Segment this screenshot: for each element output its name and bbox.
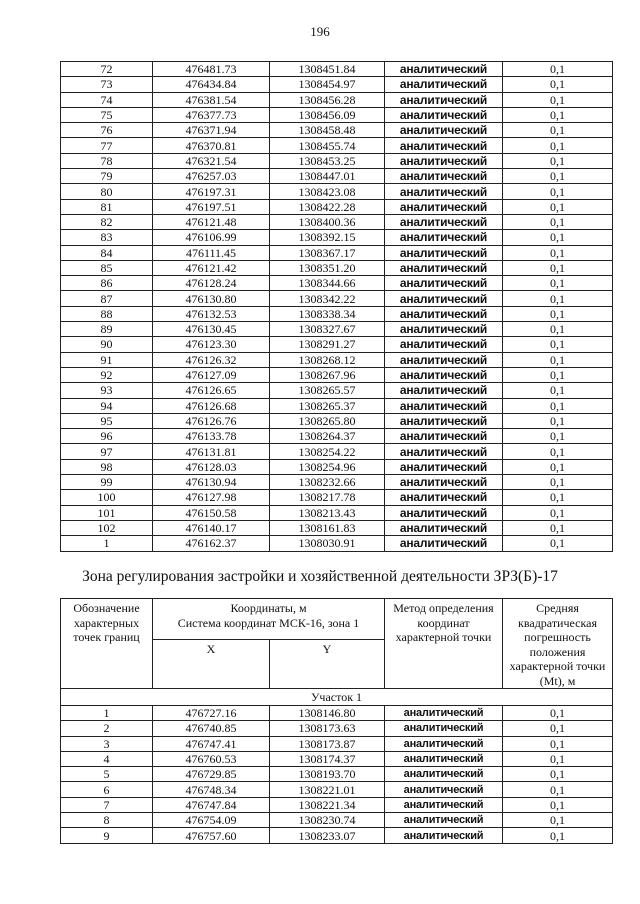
coord-y: 1308344.66: [270, 276, 385, 291]
coord-y: 1308230.74: [270, 813, 385, 828]
table-row: [61, 352, 613, 367]
header-point-designation: Обозначение характерных точек границ: [61, 599, 153, 689]
header-coordinates: [153, 599, 385, 640]
header-method: Метод определения координат характерной точки: [385, 599, 503, 689]
point-id: 2: [61, 721, 153, 736]
coord-y: 1308213.43: [270, 505, 385, 520]
accuracy: 0,1: [503, 184, 613, 199]
table-row: [61, 813, 613, 828]
table-row: [61, 782, 613, 797]
point-id: 77: [61, 138, 153, 153]
coord-y: 1308456.09: [270, 107, 385, 122]
table-row: [61, 260, 613, 275]
point-id: 3: [61, 736, 153, 751]
point-id: 87: [61, 291, 153, 306]
method: аналитический: [385, 813, 503, 828]
method: аналитический: [385, 782, 503, 797]
method: аналитический: [385, 459, 503, 474]
table-row: [61, 306, 613, 321]
point-id: 79: [61, 169, 153, 184]
coord-x: 476754.09: [153, 813, 270, 828]
method: аналитический: [385, 797, 503, 812]
table-row: [61, 337, 613, 352]
table-row: [61, 505, 613, 520]
point-id: 96: [61, 429, 153, 444]
method: аналитический: [385, 520, 503, 535]
method: аналитический: [385, 337, 503, 352]
method: аналитический: [385, 398, 503, 413]
method: аналитический: [385, 92, 503, 107]
point-id: 94: [61, 398, 153, 413]
point-id: 89: [61, 322, 153, 337]
method: аналитический: [385, 475, 503, 490]
point-id: 80: [61, 184, 153, 199]
accuracy: 0,1: [503, 337, 613, 352]
accuracy: 0,1: [503, 62, 613, 77]
subsection-label: Участок 1: [61, 689, 613, 706]
coord-y: 1308146.80: [270, 706, 385, 721]
coord-x: 476121.48: [153, 214, 270, 229]
coord-x: 476150.58: [153, 505, 270, 520]
coord-x: 476321.54: [153, 153, 270, 168]
coord-x: 476130.94: [153, 475, 270, 490]
table-row: [61, 736, 613, 751]
coord-x: 476127.09: [153, 367, 270, 382]
accuracy: 0,1: [503, 107, 613, 122]
point-id: 9: [61, 828, 153, 843]
header-accuracy: Средняя квадратическая погрешность положения характерной точки (Mt), м: [503, 599, 613, 689]
coord-y: 1308174.37: [270, 751, 385, 766]
table-row: [61, 291, 613, 306]
accuracy: 0,1: [503, 383, 613, 398]
table-row: [61, 322, 613, 337]
point-id: 98: [61, 459, 153, 474]
coord-x: 476377.73: [153, 107, 270, 122]
accuracy: 0,1: [503, 367, 613, 382]
coord-y: 1308453.25: [270, 153, 385, 168]
table-row: [61, 444, 613, 459]
table-row: [61, 536, 613, 551]
coord-x: 476140.17: [153, 520, 270, 535]
table-row: [61, 367, 613, 382]
table-row: [61, 214, 613, 229]
coord-x: 476128.03: [153, 459, 270, 474]
table-row: [61, 92, 613, 107]
table-row: [61, 77, 613, 92]
accuracy: 0,1: [503, 767, 613, 782]
point-id: 5: [61, 767, 153, 782]
coord-y: 1308451.84: [270, 62, 385, 77]
coord-y: 1308351.20: [270, 260, 385, 275]
table-row: [61, 138, 613, 153]
method: аналитический: [385, 214, 503, 229]
coord-x: 476197.31: [153, 184, 270, 199]
coord-x: 476197.51: [153, 199, 270, 214]
method: аналитический: [385, 444, 503, 459]
point-id: 6: [61, 782, 153, 797]
method: аналитический: [385, 260, 503, 275]
zrz-table-body: [61, 689, 613, 844]
accuracy: 0,1: [503, 123, 613, 138]
table-row: [61, 797, 613, 812]
coord-y: 1308423.08: [270, 184, 385, 199]
coord-y: 1308193.70: [270, 767, 385, 782]
accuracy: 0,1: [503, 214, 613, 229]
coord-y: 1308455.74: [270, 138, 385, 153]
method: аналитический: [385, 413, 503, 428]
coord-y: 1308265.80: [270, 413, 385, 428]
table-row: [61, 429, 613, 444]
accuracy: 0,1: [503, 322, 613, 337]
coord-y: 1308342.22: [270, 291, 385, 306]
coord-y: 1308454.97: [270, 77, 385, 92]
coord-x: 476128.24: [153, 276, 270, 291]
coord-x: 476371.94: [153, 123, 270, 138]
accuracy: 0,1: [503, 276, 613, 291]
accuracy: 0,1: [503, 475, 613, 490]
method: аналитический: [385, 322, 503, 337]
coord-x: 476133.78: [153, 429, 270, 444]
coord-y: 1308217.78: [270, 490, 385, 505]
method: аналитический: [385, 245, 503, 260]
method: аналитический: [385, 490, 503, 505]
point-id: 102: [61, 520, 153, 535]
method: аналитический: [385, 169, 503, 184]
table-row: [61, 199, 613, 214]
table-row: [61, 383, 613, 398]
accuracy: 0,1: [503, 306, 613, 321]
coord-y: 1308030.91: [270, 536, 385, 551]
method: аналитический: [385, 153, 503, 168]
coord-y: 1308221.01: [270, 782, 385, 797]
point-id: 4: [61, 751, 153, 766]
subsection-row: [61, 689, 613, 706]
coord-y: 1308367.17: [270, 245, 385, 260]
coord-y: 1308233.07: [270, 828, 385, 843]
table-row: [61, 184, 613, 199]
point-id: 73: [61, 77, 153, 92]
coord-y: 1308173.87: [270, 736, 385, 751]
coord-x: 476126.76: [153, 413, 270, 428]
point-id: 95: [61, 413, 153, 428]
method: аналитический: [385, 107, 503, 122]
page-number: 196: [310, 24, 330, 39]
coordinates-table-continued: [60, 61, 613, 552]
coord-x: 476131.81: [153, 444, 270, 459]
coord-x: 476126.32: [153, 352, 270, 367]
coord-y: 1308392.15: [270, 230, 385, 245]
point-id: 82: [61, 214, 153, 229]
point-id: 101: [61, 505, 153, 520]
method: аналитический: [385, 184, 503, 199]
point-id: 90: [61, 337, 153, 352]
coord-x: 476106.99: [153, 230, 270, 245]
method: аналитический: [385, 123, 503, 138]
accuracy: 0,1: [503, 291, 613, 306]
coord-y: 1308254.96: [270, 459, 385, 474]
coord-y: 1308400.36: [270, 214, 385, 229]
accuracy: 0,1: [503, 138, 613, 153]
coord-x: 476126.68: [153, 398, 270, 413]
accuracy: 0,1: [503, 520, 613, 535]
coord-x: 476123.30: [153, 337, 270, 352]
method: аналитический: [385, 306, 503, 321]
accuracy: 0,1: [503, 797, 613, 812]
table-row: [61, 459, 613, 474]
table-row: [61, 706, 613, 721]
coord-y: 1308254.22: [270, 444, 385, 459]
coord-y: 1308268.12: [270, 352, 385, 367]
table-row: [61, 751, 613, 766]
point-id: 86: [61, 276, 153, 291]
coord-y: 1308265.37: [270, 398, 385, 413]
coord-x: 476434.84: [153, 77, 270, 92]
method: аналитический: [385, 367, 503, 382]
method: аналитический: [385, 706, 503, 721]
accuracy: 0,1: [503, 459, 613, 474]
point-id: 99: [61, 475, 153, 490]
point-id: 78: [61, 153, 153, 168]
coord-y: 1308338.34: [270, 306, 385, 321]
table-row: [61, 828, 613, 843]
method: аналитический: [385, 429, 503, 444]
coord-y: 1308267.96: [270, 367, 385, 382]
table-row: [61, 490, 613, 505]
accuracy: 0,1: [503, 721, 613, 736]
coord-y: 1308447.01: [270, 169, 385, 184]
table-row: [61, 169, 613, 184]
method: аналитический: [385, 291, 503, 306]
accuracy: 0,1: [503, 536, 613, 551]
coord-x: 476727.16: [153, 706, 270, 721]
accuracy: 0,1: [503, 398, 613, 413]
table-row: [61, 475, 613, 490]
coord-y: 1308264.37: [270, 429, 385, 444]
point-id: 97: [61, 444, 153, 459]
coord-y: 1308265.57: [270, 383, 385, 398]
point-id: 75: [61, 107, 153, 122]
accuracy: 0,1: [503, 153, 613, 168]
table-row: [61, 721, 613, 736]
point-id: 7: [61, 797, 153, 812]
accuracy: 0,1: [503, 429, 613, 444]
accuracy: 0,1: [503, 413, 613, 428]
method: аналитический: [385, 721, 503, 736]
accuracy: 0,1: [503, 490, 613, 505]
accuracy: 0,1: [503, 230, 613, 245]
point-id: 74: [61, 92, 153, 107]
coord-x: 476370.81: [153, 138, 270, 153]
point-id: 84: [61, 245, 153, 260]
coord-x: 476162.37: [153, 536, 270, 551]
section-title: Зона регулирования застройки и хозяйственной деятельности ЗРЗ(Б)-17: [82, 568, 558, 585]
table-row: [61, 153, 613, 168]
header-coordinates-title: Координаты, м: [230, 601, 307, 615]
point-id: 1: [61, 706, 153, 721]
accuracy: 0,1: [503, 736, 613, 751]
point-id: 83: [61, 230, 153, 245]
accuracy: 0,1: [503, 828, 613, 843]
coord-x: 476121.42: [153, 260, 270, 275]
coord-y: 1308232.66: [270, 475, 385, 490]
accuracy: 0,1: [503, 169, 613, 184]
table-row: [61, 398, 613, 413]
coord-y: 1308161.83: [270, 520, 385, 535]
point-id: 72: [61, 62, 153, 77]
accuracy: 0,1: [503, 706, 613, 721]
table-row: [61, 520, 613, 535]
header-y: Y: [270, 640, 385, 689]
method: аналитический: [385, 276, 503, 291]
table-row: [61, 767, 613, 782]
accuracy: 0,1: [503, 751, 613, 766]
coord-x: 476748.34: [153, 782, 270, 797]
coord-x: 476132.53: [153, 306, 270, 321]
point-id: 85: [61, 260, 153, 275]
table-row: [61, 107, 613, 122]
method: аналитический: [385, 352, 503, 367]
point-id: 93: [61, 383, 153, 398]
method: аналитический: [385, 62, 503, 77]
accuracy: 0,1: [503, 245, 613, 260]
method: аналитический: [385, 77, 503, 92]
method: аналитический: [385, 736, 503, 751]
method: аналитический: [385, 767, 503, 782]
point-id: 92: [61, 367, 153, 382]
accuracy: 0,1: [503, 444, 613, 459]
coord-x: 476130.80: [153, 291, 270, 306]
coord-x: 476481.73: [153, 62, 270, 77]
accuracy: 0,1: [503, 782, 613, 797]
coord-x: 476747.84: [153, 797, 270, 812]
method: аналитический: [385, 536, 503, 551]
accuracy: 0,1: [503, 77, 613, 92]
coord-x: 476130.45: [153, 322, 270, 337]
coord-y: 1308422.28: [270, 199, 385, 214]
method: аналитический: [385, 751, 503, 766]
accuracy: 0,1: [503, 260, 613, 275]
coord-x: 476747.41: [153, 736, 270, 751]
coord-x: 476740.85: [153, 721, 270, 736]
coord-y: 1308173.63: [270, 721, 385, 736]
coord-x: 476111.45: [153, 245, 270, 260]
coordinates-table-body: [61, 62, 613, 552]
method: аналитический: [385, 505, 503, 520]
table-row: [61, 230, 613, 245]
coord-x: 476729.85: [153, 767, 270, 782]
method: аналитический: [385, 383, 503, 398]
accuracy: 0,1: [503, 813, 613, 828]
coord-y: 1308458.48: [270, 123, 385, 138]
table-row: [61, 276, 613, 291]
method: аналитический: [385, 230, 503, 245]
accuracy: 0,1: [503, 199, 613, 214]
header-coordinate-system: Система координат МСК-16, зона 1: [177, 615, 360, 630]
point-id: 8: [61, 813, 153, 828]
point-id: 81: [61, 199, 153, 214]
coord-y: 1308221.34: [270, 797, 385, 812]
coord-x: 476381.54: [153, 92, 270, 107]
method: аналитический: [385, 828, 503, 843]
table-row: [61, 245, 613, 260]
method: аналитический: [385, 138, 503, 153]
method: аналитический: [385, 199, 503, 214]
table-row: [61, 123, 613, 138]
point-id: 76: [61, 123, 153, 138]
accuracy: 0,1: [503, 352, 613, 367]
table-row: [61, 62, 613, 77]
header-x: X: [153, 640, 270, 689]
accuracy: 0,1: [503, 92, 613, 107]
coord-x: 476257.03: [153, 169, 270, 184]
coord-x: 476760.53: [153, 751, 270, 766]
coord-y: 1308291.27: [270, 337, 385, 352]
table-row: [61, 413, 613, 428]
point-id: 100: [61, 490, 153, 505]
accuracy: 0,1: [503, 505, 613, 520]
coord-y: 1308327.67: [270, 322, 385, 337]
point-id: 88: [61, 306, 153, 321]
coord-x: 476757.60: [153, 828, 270, 843]
point-id: 1: [61, 536, 153, 551]
point-id: 91: [61, 352, 153, 367]
coord-x: 476126.65: [153, 383, 270, 398]
coord-y: 1308456.28: [270, 92, 385, 107]
coordinates-table-zrz-b-17: [60, 598, 613, 844]
coord-x: 476127.98: [153, 490, 270, 505]
